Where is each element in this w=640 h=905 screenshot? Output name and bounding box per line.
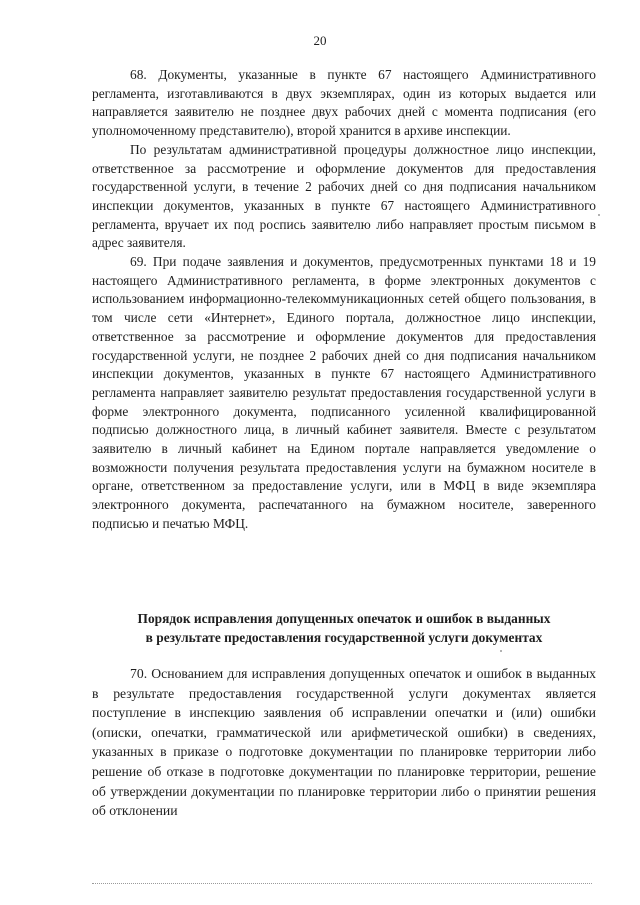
scan-speck	[598, 214, 600, 216]
text-block-bottom	[92, 664, 596, 821]
text-block-top	[92, 66, 596, 534]
section-heading-line-1: Порядок исправления допущенных опечаток и ошибок в выданных	[137, 611, 551, 626]
paragraph-69: 69. При подаче заявления и документов, предусмотренных пунктами 18 и 19 настоящего Административного регламента, в форме электронных документов с использованием информационно-телекоммуникационных сетей общего пользования, в том числе сети «Интернет», Единого портала, должностное лицо инспекции, ответственное за рассмотрение и оформление документов для предоставления государственной услуги, не позднее 2 рабочих дней со дня подписания начальником инспекции документов, указанных в пункте 67 настоящего Административного регламента направляет заявителю результат предоставления государственной услуги в форме электронного документа, подписанного усиленной квалифицированной подписью должностного лица, в личный кабинет заявителя. Вместе с результатом заявителю в личный кабинет на Едином портале направляется уведомление о возможности получения результата предоставления услуги на бумажном носителе в органе, ответственном за предоставление услуги, или в МФЦ в виде экземпляра электронного документа, распечатанного на бумажном носителе, заверенного подписью и печатью МФЦ.	[92, 254, 596, 531]
paragraph-68: 68. Документы, указанные в пункте 67 настоящего Административного регламента, изготавливаются в двух экземплярах, один из которых выдается или направляется заявителю не позднее двух рабочих дней с момента подписания (его уполномоченному представителю), второй хранится в архиве инспекции.	[92, 67, 596, 139]
page-number: 20	[313, 33, 327, 48]
scan-speck	[500, 650, 502, 652]
section-heading	[92, 610, 596, 647]
section-heading-line-2: в результате предоставления государственной услуги документах	[145, 629, 543, 645]
scan-noise-line	[92, 883, 592, 885]
paragraph-68-result: По результатам административной процедуры должностное лицо инспекции, ответственное за рассмотрение и оформление документов для предоставления государственной услуги, в течение 2 рабочих дней со дня подписания начальником инспекции документов, указанных в пункте 67 настоящего Административного регламента, вручает их под роспись заявителю либо направляет простым письмом в адрес заявителя.	[92, 141, 596, 251]
paragraph-70: 70. Основанием для исправления допущенных опечаток и ошибок в выданных в результате предоставления государственной услуги документах является поступление в инспекцию заявления об исправлении опечатки и (или) ошибки (описки, опечатки, грамматической или арифметической ошибки) в сведениях, указанных в приказе о подготовке документации по планировке территории либо решение об отказе в подготовке документации по планировке территории, решение об утверждении документации по планировке территории либо о принятии решения об отклонении	[92, 666, 596, 819]
